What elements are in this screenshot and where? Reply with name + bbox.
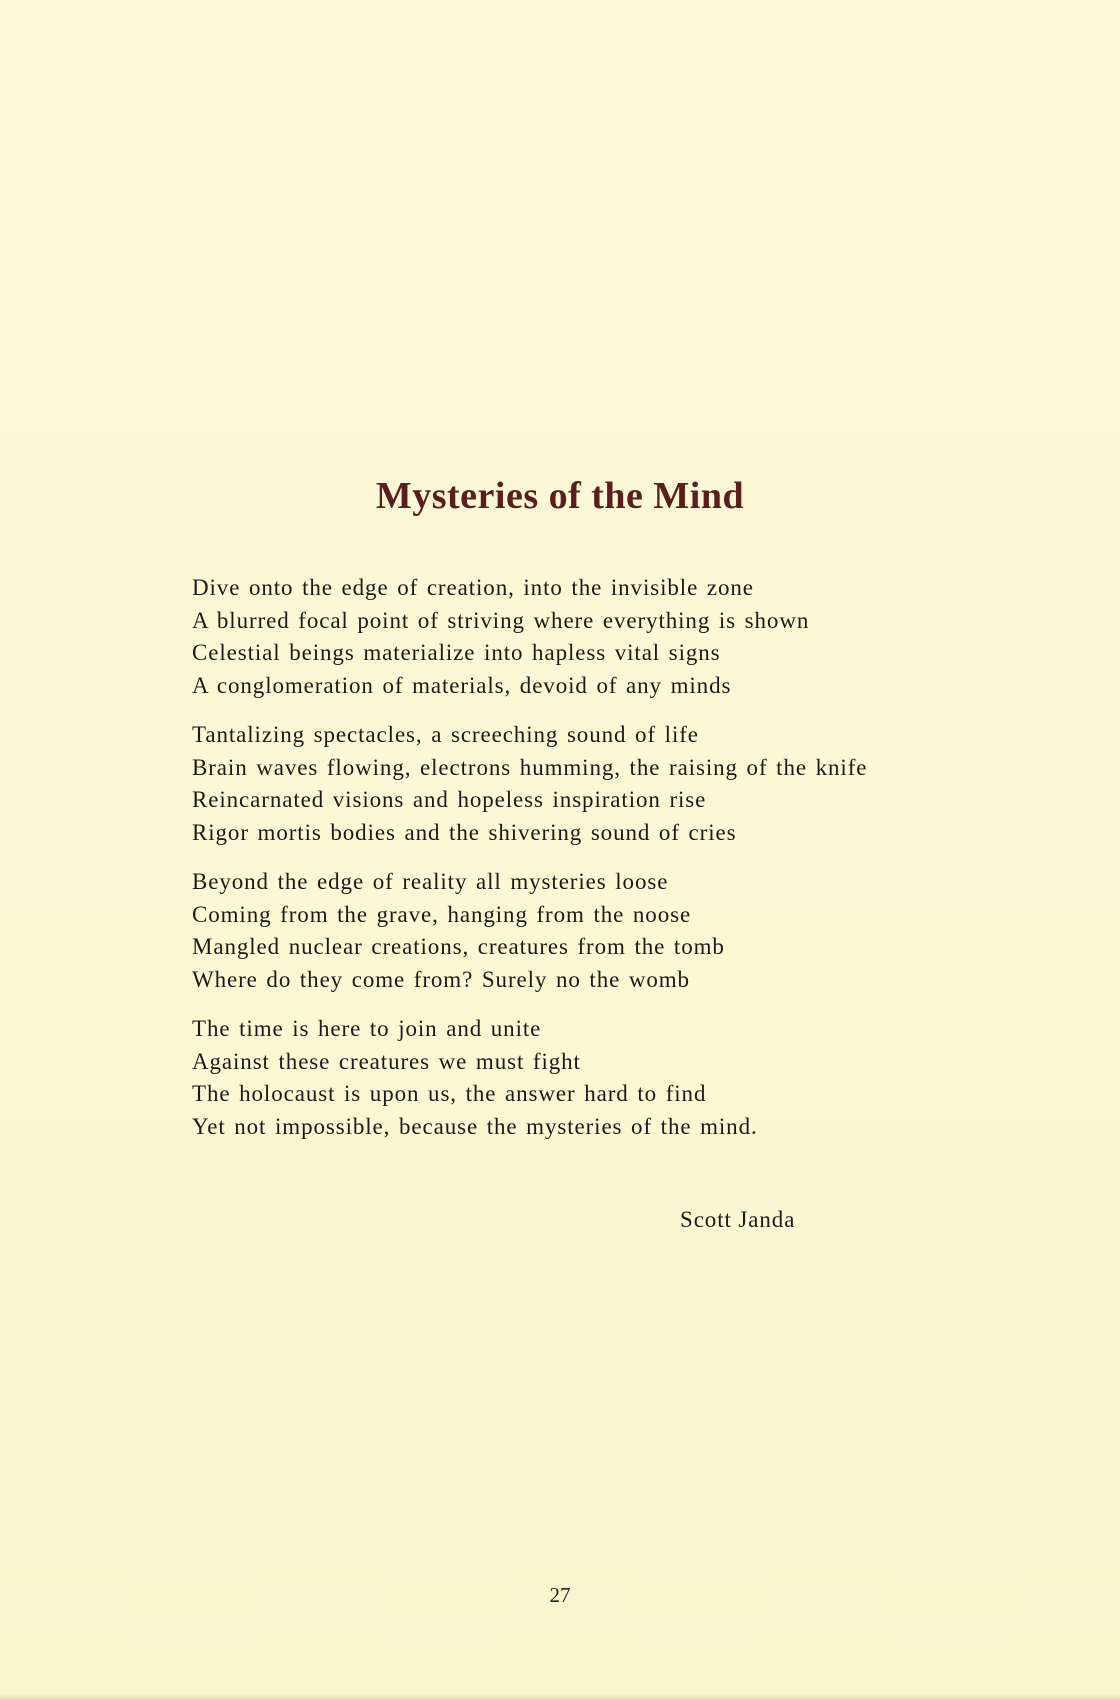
poem-line: The time is here to join and unite	[192, 1016, 542, 1041]
poem-line: Dive onto the edge of creation, into the invisible zone	[192, 575, 754, 600]
poem-line: Celestial beings materialize into hapless vital signs	[192, 640, 721, 665]
poem-line: Rigor mortis bodies and the shivering sound of cries	[192, 819, 737, 845]
poem-line: A blurred focal point of striving where everything is shown	[192, 607, 810, 633]
stanza	[192, 1013, 1072, 1143]
poem-line: Beyond the edge of reality all mysteries loose	[192, 869, 669, 894]
poem-title: Mysteries of the Mind	[375, 475, 745, 517]
stanza	[192, 866, 1072, 996]
poem-body	[192, 572, 1072, 1160]
poem-line: Reincarnated visions and hopeless inspiration rise	[192, 787, 707, 812]
page-number: 27	[549, 1583, 571, 1607]
poem-line: Brain waves flowing, electrons humming, the raising of the knife	[192, 754, 868, 780]
poem-line: Coming from the grave, hanging from the noose	[192, 901, 692, 927]
poem-line: Mangled nuclear creations, creatures from the tomb	[192, 934, 725, 959]
author-name: Scott Janda	[680, 1207, 796, 1232]
poem-line: Where do they come from? Surely no the womb	[192, 966, 690, 992]
poem-line: Tantalizing spectacles, a screeching sound of life	[192, 722, 699, 747]
stanza	[192, 719, 1072, 849]
poem-line: Yet not impossible, because the mysteries of the mind.	[192, 1113, 758, 1139]
poem-line: The holocaust is upon us, the answer hard to find	[192, 1081, 707, 1106]
poem-line: Against these creatures we must fight	[192, 1048, 581, 1074]
poem-line: A conglomeration of materials, devoid of any minds	[192, 672, 732, 698]
stanza	[192, 572, 1072, 702]
